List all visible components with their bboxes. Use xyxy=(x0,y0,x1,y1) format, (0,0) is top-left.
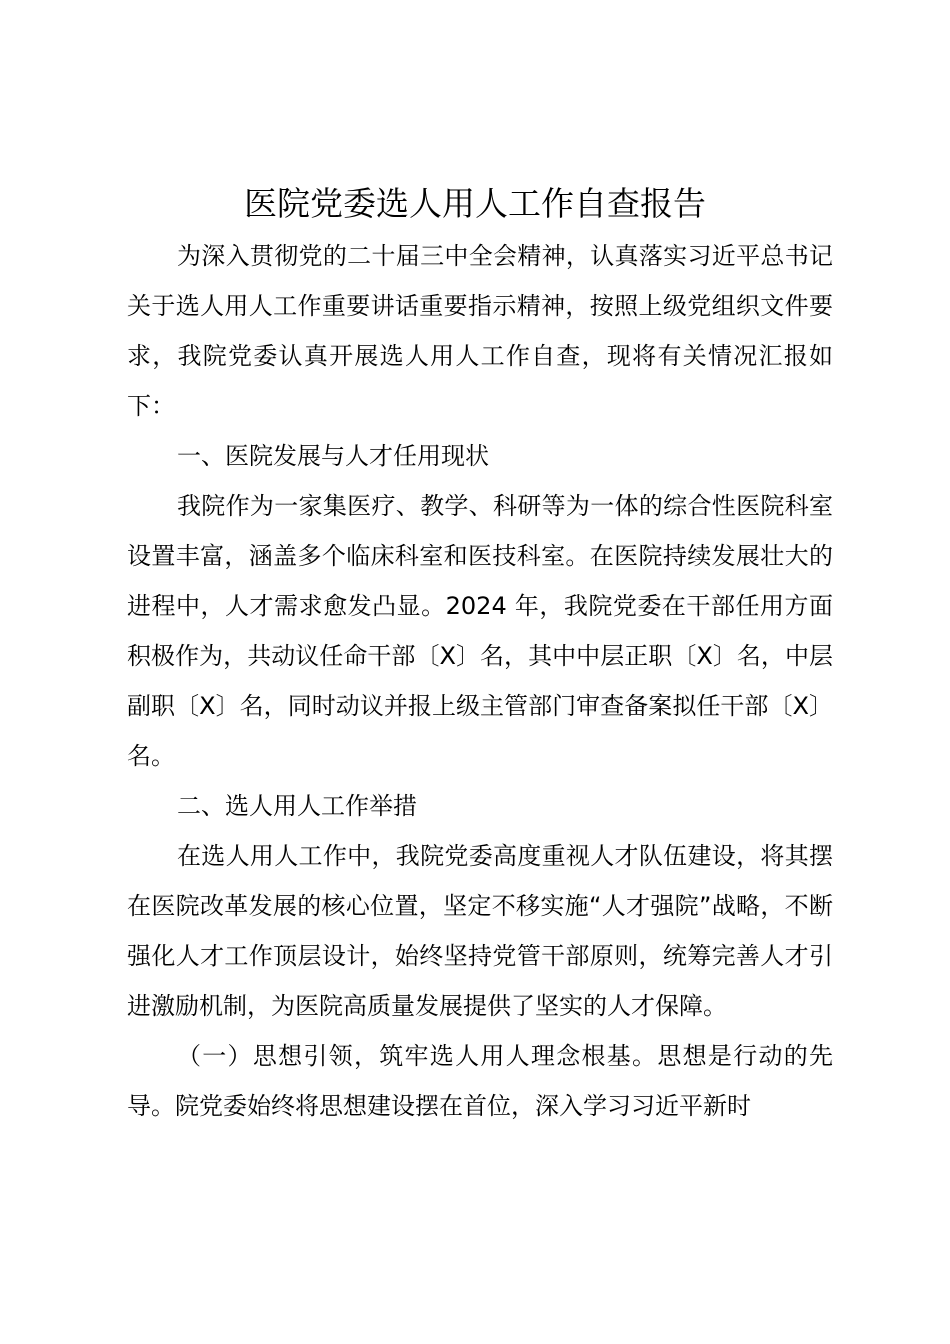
subsection-1-paragraph: （一）思想引领，筑牢选人用人理念根基。思想是行动的先导。院党委始终将思想建设摆在首位，深入学习习近平新时 xyxy=(127,1042,833,1120)
section-2-paragraph: 在选人用人工作中，我院党委高度重视人才队伍建设，将其摆在医院改革发展的核心位置，坚定不移实施“人才强院”战略，不断强化人才工作顶层设计，始终坚持党管干部原则，统筹完善人才引进激励机制，为医院高质量发展提供了坚实的人才保障。 xyxy=(127,842,833,1020)
document-title: 医院党委选人用人工作自查报告 xyxy=(244,184,706,223)
section-heading-1: 一、医院发展与人才任用现状 xyxy=(177,442,489,470)
section-heading-2: 二、选人用人工作举措 xyxy=(177,792,417,820)
document-body xyxy=(127,231,833,1131)
intro-paragraph: 为深入贯彻党的二十届三中全会精神，认真落实习近平总书记关于选人用人工作重要讲话重要指示精神，按照上级党组织文件要求，我院党委认真开展选人用人工作自查，现将有关情况汇报如下： xyxy=(127,242,833,420)
section-1-paragraph: 我院作为一家集医疗、教学、科研等为一体的综合性医院科室设置丰富，涵盖多个临床科室和医技科室。在医院持续发展壮大的进程中，人才需求愈发凸显。2024 年，我院党委在干部任用方面积极作为，共动议任命干部〔X〕名，其中中层正职〔X〕名，中层副职〔X〕名，同时动议并报上级主管部门审查备案拟任干部〔X〕名。 xyxy=(127,492,833,770)
